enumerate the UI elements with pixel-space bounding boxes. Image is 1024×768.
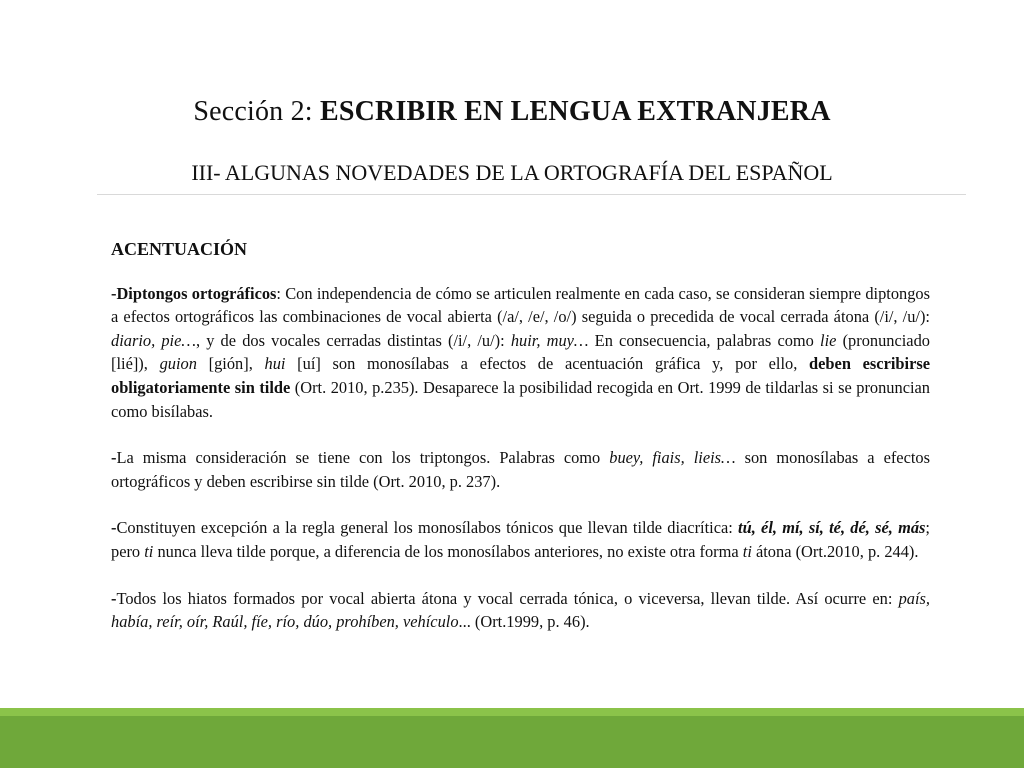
p3-text-4: átona (Ort.2010, p. 244). (751, 541, 919, 561)
p1-text-1: : Con independencia de cómo se articulen realmente en cada caso, se consideran siempre diptongos a efectos ortográficos las combinaciones de vocal abierta (/a/, /e/, /o/) seguida o precedida de vocal cerrada átona (/i/, /u/): (111, 283, 930, 327)
p3-italic-2: ti (742, 541, 752, 561)
footer-accent-stripe-light (0, 708, 1024, 716)
footer-accent-bar (0, 708, 1024, 768)
p3-italic-1: ti (144, 541, 154, 561)
p1-italic-1: diario, pie… (111, 330, 196, 350)
p1-text-6: [uí] son monosílabas a efectos de acentuación gráfica y, por ello, (285, 354, 810, 374)
section-heading: ACENTUACIÓN (111, 239, 248, 259)
paragraph-triptongos (111, 446, 930, 493)
title-main: ESCRIBIR EN LENGUA EXTRANJERA (319, 96, 831, 127)
paragraph-diptongos (111, 282, 930, 424)
slide-subtitle: III- ALGUNAS NOVEDADES DE LA ORTOGRAFÍA DEL ESPAÑOL (191, 160, 833, 185)
p3-text-2: ; pero (111, 518, 930, 561)
p1-text-4: (pronunciado [lié]), (111, 330, 930, 374)
p1-italic-3: lie (820, 330, 837, 350)
p4-text-1: Todos los hiatos formados por vocal abierta átona y vocal cerrada tónica, o viceversa, llevan tilde. Así ocurre en: (116, 588, 899, 608)
p1-italic-4: guion (159, 354, 197, 374)
p1-italic-2: huir, muy… (510, 330, 589, 350)
p1-lead: -Diptongos ortográficos (111, 283, 277, 303)
p1-text-3: En consecuencia, palabras como (588, 330, 821, 350)
p1-text-7: (Ort. 2010, p.235). Desaparece la posibilidad recogida en Ort. 1999 de tildarlas si se pronuncian como bisílabas. (111, 377, 930, 421)
p1-italic-5: hui (264, 354, 286, 374)
p1-text-2: , y de dos vocales cerradas distintas (/i/, /u/): (195, 330, 511, 350)
paragraph-monosilabos (111, 516, 930, 563)
p3-bold-italic-1: tú, él, mí, sí, té, dé, sé, más (738, 518, 926, 538)
p4-text-2: ... (Ort.1999, p. 46). (458, 612, 590, 632)
title-prefix: Sección 2: (193, 96, 320, 127)
p3-text-3: nunca lleva tilde porque, a diferencia de los monosílabos anteriores, no existe otra forma (153, 541, 743, 561)
p3-lead: - (111, 518, 117, 538)
p1-text-5: [gión], (196, 354, 265, 374)
slide-title (0, 96, 1024, 128)
footer-accent-stripe-dark (0, 716, 1024, 768)
p3-text-1: Constituyen excepción a la regla general los monosílabos tónicos que llevan tilde diacrítica: (116, 518, 739, 538)
paragraph-hiatos (111, 587, 930, 634)
title-divider (97, 194, 966, 195)
p2-lead: - (111, 448, 117, 468)
p4-lead: - (111, 588, 117, 608)
p2-text-1: La misma consideración se tiene con los triptongos. Palabras como (116, 448, 610, 468)
p4-italic-1: país, había, reír, oír, Raúl, fíe, río, dúo, prohíben, vehículo (111, 588, 930, 632)
p2-italic-1: buey, fiais, lieis… (609, 448, 736, 468)
p2-text-2: son monosílabas a efectos ortográficos y deben escribirse sin tilde (Ort. 2010, p. 237). (111, 448, 930, 491)
slide-body (111, 238, 930, 657)
p1-bold-1: deben escribirse obligatoriamente sin tilde (111, 354, 930, 397)
